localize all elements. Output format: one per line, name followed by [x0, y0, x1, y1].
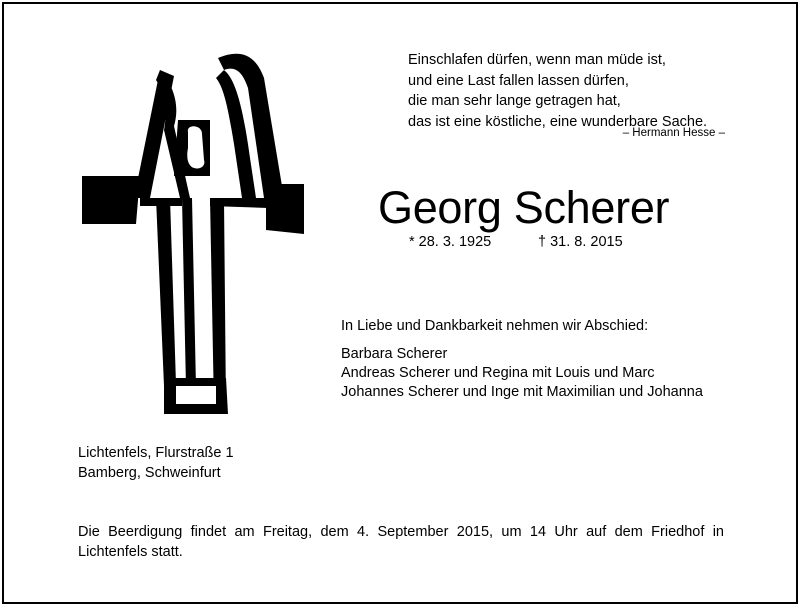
- mourner-line: Johannes Scherer und Inge mit Maximilian und Johanna: [341, 384, 703, 400]
- location-line: Lichtenfels, Flurstraße 1: [78, 445, 234, 461]
- poem-line: die man sehr lange getragen hat,: [408, 93, 621, 109]
- poem: [408, 50, 707, 132]
- deceased-name: Georg Scherer: [378, 182, 670, 233]
- mourners-list: [341, 345, 703, 402]
- poem-line: und eine Last fallen lassen dürfen,: [408, 72, 629, 89]
- poem-author: – Hermann Hesse –: [622, 127, 725, 139]
- location-line: Bamberg, Schweinfurt: [78, 464, 221, 481]
- location-block: [78, 444, 234, 483]
- cross-with-risen-figure-icon: [78, 48, 306, 418]
- farewell-heading: In Liebe und Dankbarkeit nehmen wir Abschied:: [341, 318, 649, 334]
- poem-line: Einschlafen dürfen, wenn man müde ist,: [408, 52, 666, 68]
- death-date: † 31. 8. 2015: [538, 234, 623, 250]
- poem-line: das ist eine köstliche, eine wunderbare Sache.: [408, 113, 708, 130]
- mourner-line: Barbara Scherer: [341, 346, 448, 362]
- funeral-notice: Die Beerdigung findet am Freitag, dem 4. September 2015, um 14 Uhr auf dem Friedhof in Lichtenfels statt.: [78, 524, 724, 560]
- mourner-line: Andreas Scherer und Regina mit Louis und Marc: [341, 365, 655, 381]
- birth-date: * 28. 3. 1925: [409, 234, 492, 250]
